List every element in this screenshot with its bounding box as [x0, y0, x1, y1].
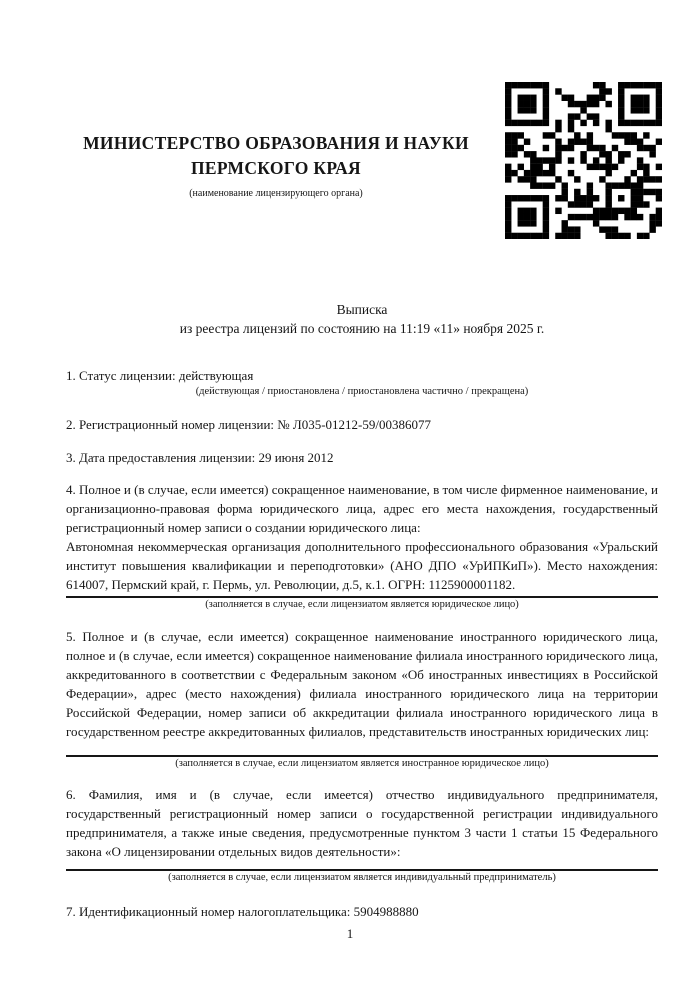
license-status-text: 1. Статус лицензии: действующая [66, 368, 254, 383]
ministry-name-line1: МИНИСТЕРСТВО ОБРАЗОВАНИЯ И НАУКИ [83, 133, 469, 153]
legal-entity-caption: (заполняется в случае, если лицензиатом является юридическое лицо) [205, 599, 519, 610]
entrepreneur-value [66, 861, 658, 867]
document-title-line1: Выписка [336, 302, 388, 317]
licensing-authority-header [55, 131, 497, 200]
item-license-status [66, 366, 658, 399]
item-taxpayer-number [66, 902, 658, 921]
foreign-entity-value [66, 741, 658, 753]
item-registration-number [66, 415, 658, 434]
item-foreign-entity [66, 627, 658, 771]
ministry-name-line2: ПЕРМСКОГО КРАЯ [191, 158, 361, 178]
document-body [66, 300, 658, 921]
entrepreneur-label: 6. Фамилия, имя и (в случае, если имеется) отчество индивидуального предпринимателя, государственный регистрационный номер записи о государственной регистрации индивидуального предпринимателя, а также иные сведения, предусмотренные пунктом 3 части 1 статьи 15 Федерального закона «О лицензировании отдельных видов деятельности»: [66, 787, 658, 859]
license-status-caption: (действующая / приостановлена / приостановлена частично / прекращена) [195, 386, 529, 397]
legal-entity-label: 4. Полное и (в случае, если имеется) сокращенное наименование, в том числе фирменное наименование, и организационно-правовая форма юридического лица, адрес его места нахождения, государственный регистрационный номер записи о создании юридического лица: [66, 482, 658, 535]
registration-number-text: 2. Регистрационный номер лицензии: № Л035-01212-59/00386077 [66, 417, 432, 432]
qr-code-icon [505, 82, 662, 239]
item-entrepreneur [66, 785, 658, 885]
item-legal-entity [66, 480, 658, 612]
ministry-caption: (наименование лицензирующего органа) [189, 188, 363, 199]
document-title-line2: из реестра лицензий по состоянию на 11:19 «11» ноября 2025 г. [179, 321, 545, 336]
foreign-entity-caption: (заполняется в случае, если лицензиатом является иностранное юридическое лицо) [175, 758, 549, 769]
entrepreneur-caption: (заполняется в случае, если лицензиатом является индивидуальный предприниматель) [168, 872, 556, 883]
legal-entity-value: Автономная некоммерческая организация дополнительного профессионального образования «Уральский институт повышения квалификации и переподготовки» (АНО ДПО «УрИПКиП»). Место нахождения: 614007, Пермский край, г. Пермь, ул. Революции, д.5, к.1. ОГРН: 1125900001182. [66, 539, 658, 592]
page-number: 1 [346, 926, 354, 941]
grant-date-text: 3. Дата предоставления лицензии: 29 июня 2012 [66, 450, 334, 465]
document-title [66, 300, 658, 338]
foreign-entity-label: 5. Полное и (в случае, если имеется) сокращенное наименование иностранного юридического лица, полное и (в случае, если имеется) сокращенное наименование филиала иностранного юридического лица, аккредитованного в соответствии с Федеральным законом «Об иностранных инвестициях в Российской Федерации», адрес (место нахождения) филиала иностранного юридического лица на территории Российской Федерации, номер записи об аккредитации филиала иностранного юридического лица в государственном реестре аккредитованных филиалов, представительств иностранных юридических лиц: [66, 629, 658, 739]
item-grant-date [66, 448, 658, 467]
taxpayer-number-text: 7. Идентификационный номер налогоплательщика: 5904988880 [66, 904, 419, 919]
